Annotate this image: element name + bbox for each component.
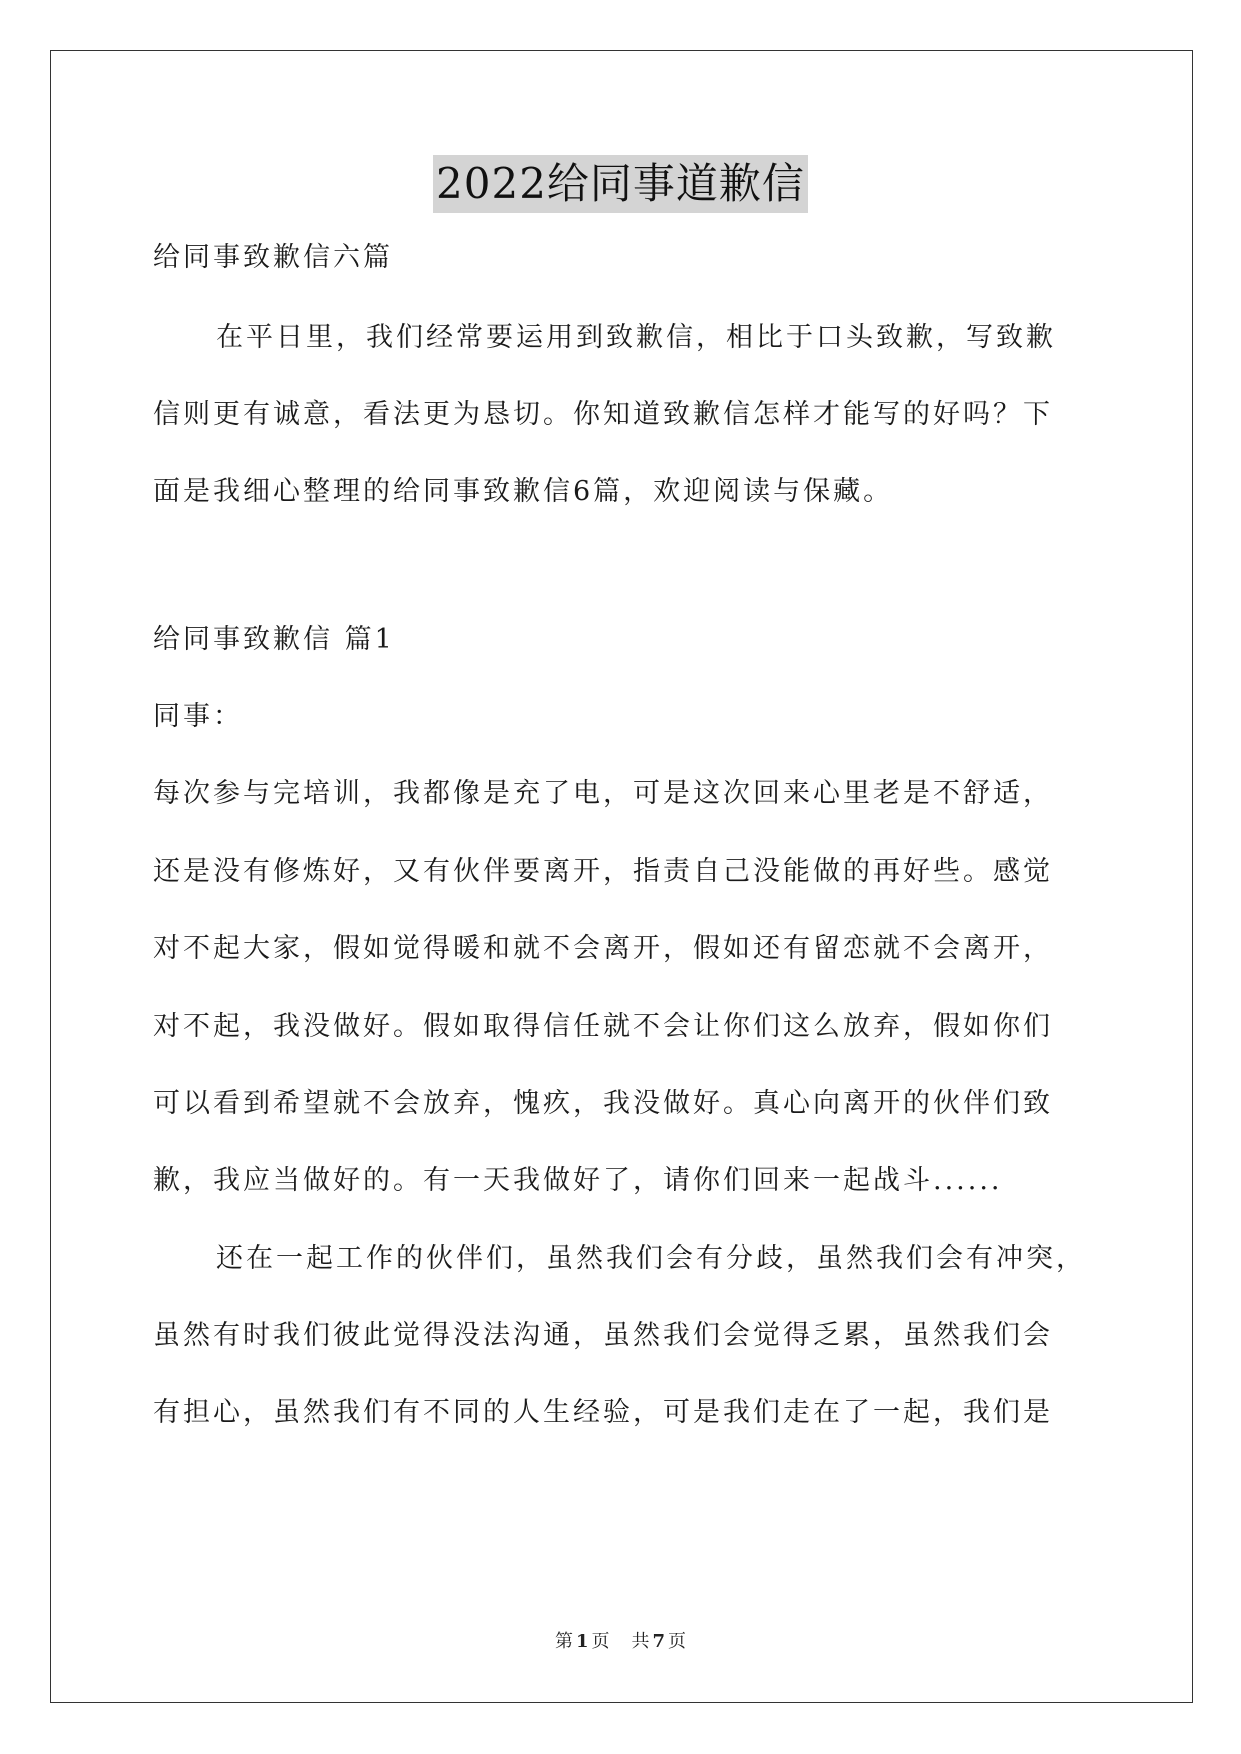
paragraph-line: 每次参与完培训，我都像是充了电，可是这次回来心里老是不舒适，: [153, 778, 1053, 809]
page-current: 1: [575, 1631, 589, 1652]
intro-line: 在平日里，我们经常要运用到致歉信，相比于口头致歉，写致歉: [216, 322, 1056, 353]
document-title: 2022给同事道歉信: [433, 155, 808, 213]
page-total: 7: [652, 1631, 666, 1652]
total-suffix: 页: [668, 1631, 687, 1652]
intro-line: 面是我细心整理的给同事致歉信6篇，欢迎阅读与保藏。: [153, 476, 894, 507]
document-subtitle: 给同事致歉信六篇: [153, 242, 393, 273]
paragraph-line: 还在一起工作的伙伴们，虽然我们会有分歧，虽然我们会有冲突，: [216, 1243, 1086, 1274]
paragraph-line: 对不起大家，假如觉得暖和就不会离开，假如还有留恋就不会离开，: [153, 933, 1053, 964]
paragraph-line: 可以看到希望就不会放弃，愧疚，我没做好。真心向离开的伙伴们致: [153, 1088, 1053, 1119]
paragraph-line: 歉，我应当做好的。有一天我做好了，请你们回来一起战斗......: [153, 1165, 1003, 1196]
paragraph-line: 虽然有时我们彼此觉得没法沟通，虽然我们会觉得乏累，虽然我们会: [153, 1320, 1053, 1351]
intro-line: 信则更有诚意，看法更为恳切。你知道致歉信怎样才能写的好吗？下: [153, 399, 1053, 430]
paragraph-line: 对不起，我没做好。假如取得信任就不会让你们这么放弃，假如你们: [153, 1011, 1053, 1042]
page-suffix: 页: [591, 1631, 610, 1652]
paragraph-line: 还是没有修炼好，又有伙伴要离开，指责自己没能做的再好些。感觉: [153, 856, 1053, 887]
title-container: [0, 155, 1241, 213]
page-prefix: 第: [554, 1631, 573, 1652]
paragraph-line: 有担心，虽然我们有不同的人生经验，可是我们走在了一起，我们是: [153, 1397, 1053, 1428]
total-prefix: 共: [631, 1631, 650, 1652]
section-heading: 给同事致歉信 篇1: [153, 624, 395, 655]
page-footer: [0, 1630, 1241, 1654]
salutation: 同事：: [153, 701, 243, 732]
